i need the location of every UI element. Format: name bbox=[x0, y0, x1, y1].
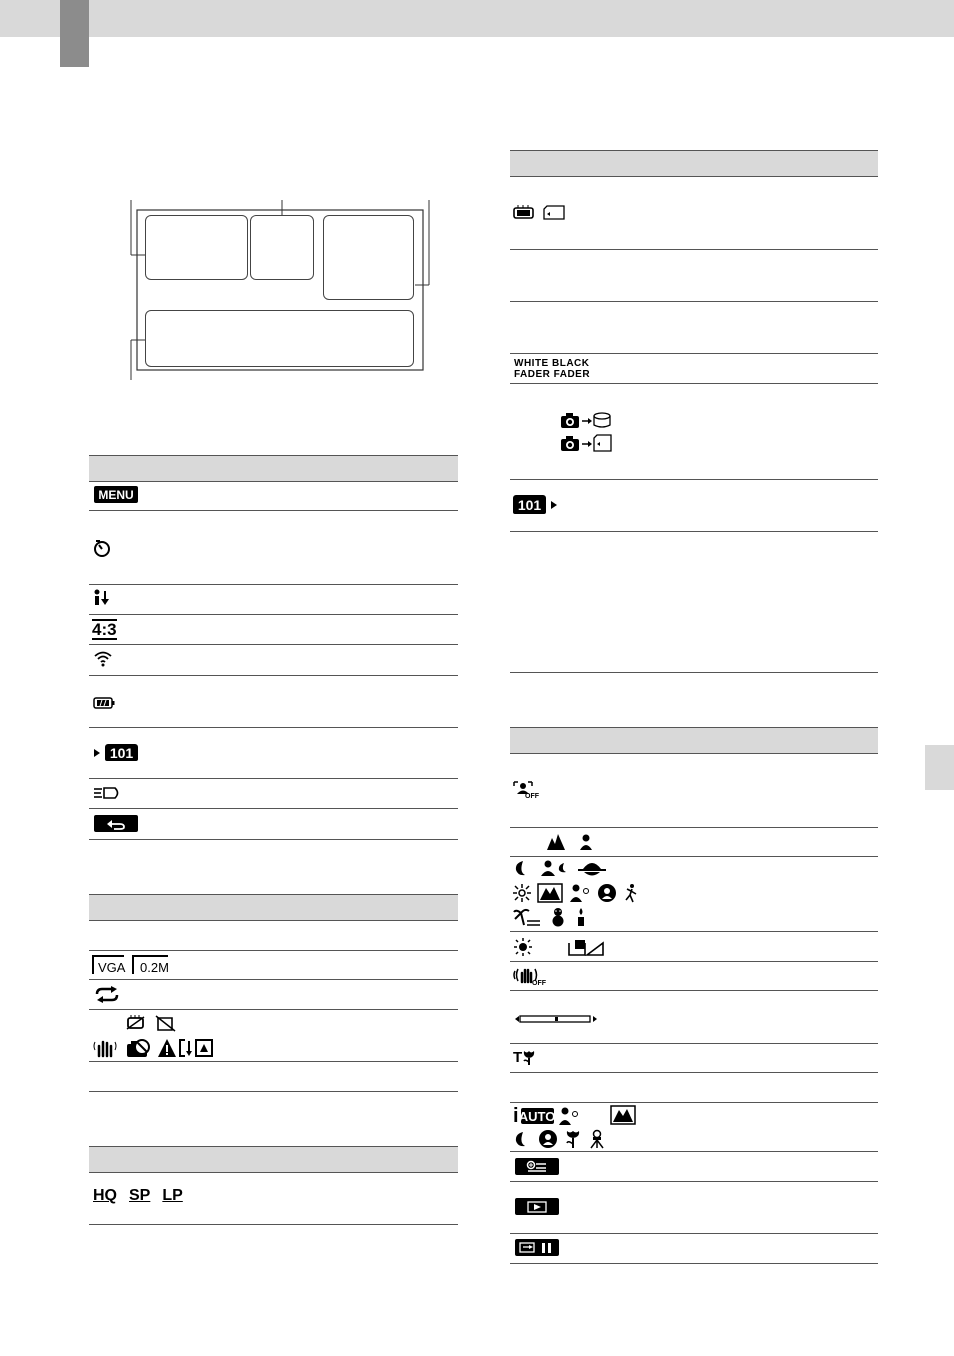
table-header-upper-left bbox=[89, 455, 458, 482]
recording-mode-icons bbox=[93, 1187, 183, 1205]
divider bbox=[510, 931, 878, 932]
recording-folder-icon bbox=[513, 495, 558, 514]
data-code-button-icon bbox=[515, 1158, 559, 1175]
sunrise-sunset-icon bbox=[577, 859, 607, 877]
scene-selection-row3 bbox=[513, 907, 587, 927]
divider bbox=[510, 827, 878, 828]
return-button-icon bbox=[94, 815, 138, 832]
memory-card-icon bbox=[543, 205, 565, 220]
divider bbox=[89, 839, 458, 840]
divider bbox=[89, 644, 458, 645]
auto-recognition-icons bbox=[547, 834, 593, 850]
folder-number-label: 101 bbox=[513, 495, 546, 514]
landscape-scene-icon bbox=[537, 883, 563, 903]
iauto-label: AUTO bbox=[518, 1108, 556, 1124]
table-header-middle-left bbox=[89, 894, 458, 921]
header-tab bbox=[60, 0, 89, 67]
divider bbox=[510, 961, 878, 962]
led-light-icon bbox=[93, 786, 121, 800]
divider bbox=[510, 1151, 878, 1152]
beach-icon bbox=[513, 907, 541, 927]
diagram-area-upper-right bbox=[323, 215, 414, 300]
diagram-area-upper-left bbox=[145, 215, 248, 280]
folder-number-label: 101 bbox=[105, 744, 138, 761]
divider bbox=[89, 979, 458, 980]
divider bbox=[89, 1091, 458, 1092]
divider bbox=[510, 856, 878, 857]
divider bbox=[510, 1043, 878, 1044]
divider bbox=[510, 301, 878, 302]
divider bbox=[89, 808, 458, 809]
backlight-icon bbox=[513, 938, 533, 956]
aspect-ratio-label: 4:3 bbox=[92, 620, 117, 639]
photo-to-card-icon bbox=[560, 434, 612, 452]
wifi-icon bbox=[93, 650, 113, 667]
iauto-scene-row bbox=[513, 1129, 606, 1149]
guide-frame-icon bbox=[93, 588, 111, 606]
divider bbox=[89, 950, 458, 951]
camera-shake-warning-icon bbox=[93, 1038, 117, 1058]
landscape-icon bbox=[547, 834, 565, 850]
iauto-portrait-icon bbox=[558, 1106, 580, 1126]
table-header-lower-right bbox=[510, 727, 878, 754]
aspect-ratio-icon bbox=[92, 619, 117, 640]
tele-macro-icon bbox=[513, 1049, 536, 1065]
repeat-icon bbox=[93, 986, 121, 1003]
photo-to-hdd-icon bbox=[560, 411, 612, 429]
internal-memory-error-icon bbox=[125, 1015, 147, 1031]
divider bbox=[510, 1181, 878, 1182]
divider bbox=[89, 614, 458, 615]
header-band bbox=[0, 0, 954, 37]
battery-icon bbox=[93, 697, 115, 709]
menu-icon-label: MENU bbox=[94, 486, 138, 503]
no-photo-icon bbox=[125, 1038, 151, 1058]
divider bbox=[89, 727, 458, 728]
spotlight-icon bbox=[597, 883, 617, 903]
divider bbox=[510, 531, 878, 532]
tripod-scene-icon bbox=[588, 1129, 606, 1149]
fader-line2: FADER FADER bbox=[514, 369, 591, 380]
night-portrait-icon bbox=[539, 859, 569, 877]
face-detection-off-icon bbox=[513, 781, 537, 799]
macro-icon bbox=[565, 1129, 581, 1149]
fader-icon bbox=[514, 358, 590, 380]
internal-memory-icon bbox=[513, 205, 535, 220]
night-scene-icon bbox=[513, 859, 531, 877]
vga-label: VGA bbox=[98, 960, 126, 975]
playback-button-icon bbox=[515, 1198, 559, 1215]
divider bbox=[89, 1009, 458, 1010]
image-size-02m-icon bbox=[132, 955, 168, 974]
divider bbox=[510, 479, 878, 480]
divider bbox=[510, 353, 878, 354]
image-size-vga-icon bbox=[92, 955, 124, 974]
divider bbox=[510, 383, 878, 384]
iauto-landscape-icon bbox=[610, 1105, 636, 1125]
playback-folder-icon bbox=[93, 744, 138, 761]
sports-icon bbox=[623, 883, 639, 903]
memory-card-error-icon bbox=[155, 1015, 177, 1032]
self-timer-icon bbox=[92, 538, 112, 558]
hq-icon: HQ bbox=[93, 1187, 117, 1204]
table-header-upper-right bbox=[510, 150, 878, 177]
table-header-lower-left bbox=[89, 1146, 458, 1173]
divider bbox=[89, 584, 458, 585]
divider bbox=[89, 1224, 458, 1225]
divider bbox=[510, 1102, 878, 1103]
divider bbox=[510, 1263, 878, 1264]
off-label: OFF bbox=[532, 980, 546, 987]
tripod-icon bbox=[568, 938, 604, 956]
scene-selection-row1 bbox=[513, 859, 607, 877]
divider bbox=[510, 249, 878, 250]
diagram-area-bottom bbox=[145, 310, 414, 367]
t-label: T bbox=[513, 1048, 523, 1066]
snow-icon bbox=[549, 907, 567, 927]
night-scene-icon bbox=[513, 1130, 531, 1148]
divider bbox=[510, 1233, 878, 1234]
divider bbox=[89, 778, 458, 779]
02m-label: 0.2M bbox=[140, 960, 169, 975]
slideshow-pause-button-icon bbox=[515, 1239, 559, 1256]
side-tab bbox=[925, 745, 954, 790]
portrait-icon bbox=[579, 834, 593, 850]
divider bbox=[89, 675, 458, 676]
screen-diagram bbox=[125, 195, 435, 380]
divider bbox=[510, 1072, 878, 1073]
lp-icon: LP bbox=[162, 1187, 183, 1204]
spotlight-icon bbox=[538, 1129, 558, 1149]
sp-icon: SP bbox=[129, 1187, 151, 1204]
warning-icon bbox=[157, 1038, 215, 1058]
off-label: OFF bbox=[525, 793, 539, 800]
intelligent-auto-icon: i AUTO bbox=[513, 1105, 556, 1127]
fader-line1: WHITE BLACK bbox=[514, 358, 590, 369]
portrait-scene-icon bbox=[569, 883, 591, 903]
divider bbox=[89, 510, 458, 511]
divider bbox=[89, 1061, 458, 1062]
diagram-area-upper-center bbox=[250, 215, 314, 280]
steadyshot-off-icon bbox=[513, 966, 547, 986]
fireworks-icon bbox=[513, 884, 531, 902]
divider bbox=[510, 990, 878, 991]
scene-selection-row2 bbox=[513, 883, 639, 903]
manual-focus-scale-icon bbox=[514, 1012, 598, 1026]
candle-icon bbox=[575, 907, 587, 927]
menu-icon bbox=[94, 486, 138, 503]
divider bbox=[510, 672, 878, 673]
